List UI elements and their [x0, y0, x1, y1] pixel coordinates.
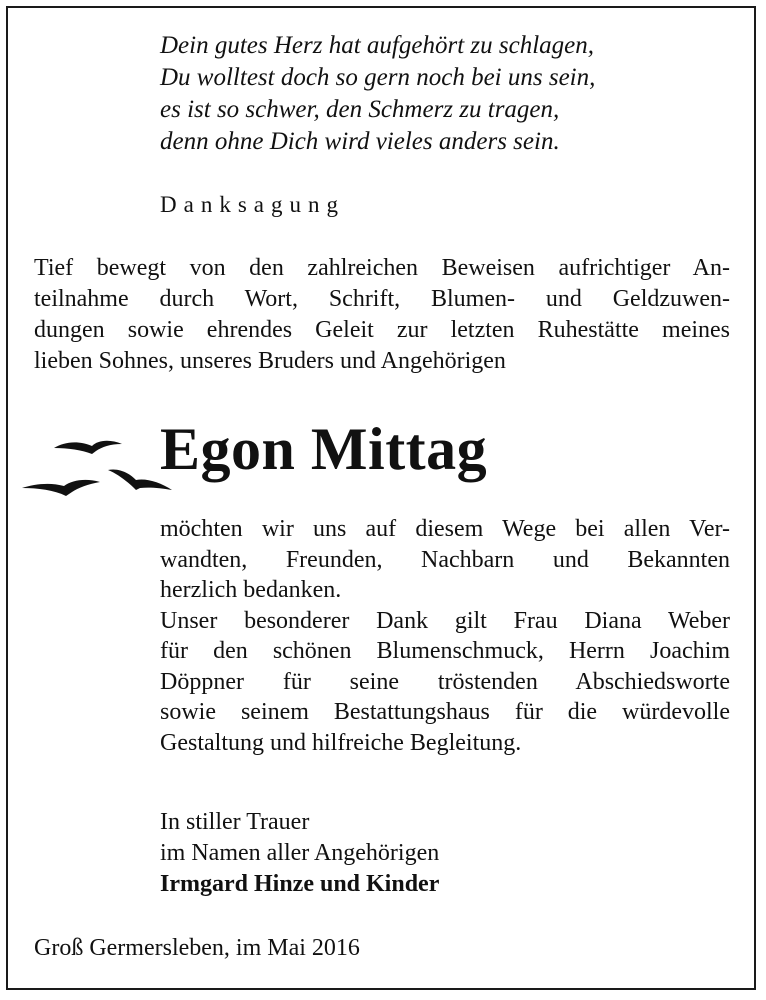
- intro-line: Tief bewegt von den zahlreichen Beweisen aufrichtiger An-: [34, 255, 730, 281]
- thanks-heading: Danksagung: [160, 192, 345, 217]
- intro-paragraph: [34, 253, 730, 377]
- deceased-name: Egon Mittag: [160, 416, 488, 482]
- signer-name: Irmgard Hinze und Kinder: [160, 871, 440, 897]
- thanks-line: möchten wir uns auf diesem Wege bei allen Ver-: [160, 516, 730, 542]
- thanks-line: für den schönen Blumenschmuck, Herrn Joachim: [160, 638, 730, 664]
- thanks-line: wandten, Freunden, Nachbarn und Bekannten: [160, 546, 730, 573]
- poem-line: es ist so schwer, den Schmerz zu tragen,: [160, 96, 560, 123]
- closing-block: [160, 807, 439, 900]
- thanks-line: Döppner für seine tröstenden Abschiedsworte: [160, 668, 730, 695]
- intro-line: teilnahme durch Wort, Schrift, Blumen- und Geldzuwen-: [34, 286, 730, 312]
- thanks-line: Unser besonderer Dank gilt Frau Diana Weber: [160, 607, 730, 634]
- poem-line: denn ohne Dich wird vieles anders sein.: [160, 128, 560, 155]
- intro-line: dungen sowie ehrendes Geleit zur letzten Ruhestätte meines: [34, 317, 730, 343]
- flying-birds-icon: [20, 430, 180, 510]
- thanks-line: Gestaltung und hilfreiche Begleitung.: [160, 729, 522, 756]
- memorial-poem: [160, 30, 595, 158]
- thanks-paragraph: [160, 514, 730, 758]
- place-date: Groß Germersleben, im Mai 2016: [34, 935, 360, 961]
- poem-line: Du wolltest doch so gern noch bei uns sein,: [160, 64, 596, 91]
- thanks-line: sowie seinem Bestattungshaus für die würdevolle: [160, 699, 730, 725]
- thanks-line: herzlich bedanken.: [160, 577, 342, 603]
- poem-line: Dein gutes Herz hat aufgehört zu schlagen,: [160, 32, 594, 59]
- closing-line: In stiller Trauer: [160, 809, 310, 835]
- intro-line: lieben Sohnes, unseres Bruders und Angehörigen: [34, 348, 506, 374]
- closing-line: im Namen aller Angehörigen: [160, 840, 440, 866]
